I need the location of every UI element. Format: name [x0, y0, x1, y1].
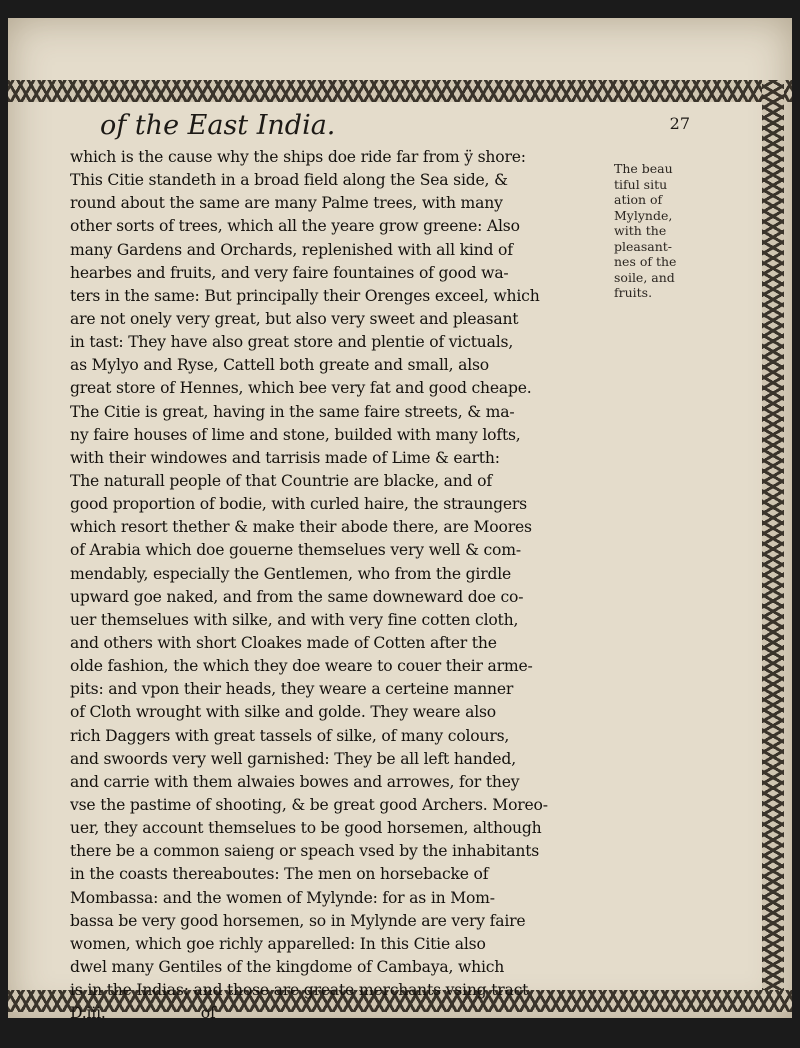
text-line: upward goe naked, and from the same downeward doe co-	[70, 587, 524, 606]
text-line: with their windowes and tarrisis made of Lime & earth:	[70, 448, 500, 467]
text-line: dwel many Gentiles of the kingdome of Cambaya, which	[70, 957, 505, 976]
margin-note-line: pleasant-	[614, 238, 673, 254]
text-line: mendably, especially the Gentlemen, who from the girdle	[70, 564, 512, 583]
text-line: good proportion of bodie, with curled haire, the straungers	[70, 495, 527, 514]
margin-note-line: ation of	[614, 192, 663, 207]
text-line: uer themselues with silke, and with very fine cotten cloth,	[70, 610, 519, 629]
text-line: in tast: They have also great store and plentie of victuals,	[70, 333, 514, 352]
text-line: D.iii. of	[70, 1004, 216, 1023]
text-line: is in the Indias: and those are greate merchants vsing tract	[70, 981, 529, 1000]
page-number: 27	[669, 114, 690, 133]
text-line: This Citie standeth in a broad field along the Sea side, &	[70, 171, 508, 190]
text-line: hearbes and fruits, and very faire fountaines of good wa-	[70, 263, 509, 282]
text-line: in the coasts thereaboutes: The men on horsebacke of	[70, 865, 489, 884]
text-line: round about the same are many Palme trees, with many	[70, 194, 503, 213]
text-line: of Cloth wrought with silke and golde. They weare also	[70, 703, 496, 722]
text-line: many Gardens and Orchards, replenished with all kind of	[70, 240, 513, 259]
text-line: bassa be very good horsemen, so in Mylynde are very faire	[70, 911, 526, 930]
ornamental-border-right	[762, 80, 784, 1012]
body-text	[70, 146, 604, 1025]
text-line: and others with short Cloakes made of Cotten after the	[70, 633, 497, 652]
ornamental-border-top	[8, 80, 792, 102]
text-line: are not onely very great, but also very sweet and pleasant	[70, 309, 519, 328]
text-line: which resort thether & make their abode there, are Moores	[70, 518, 532, 537]
margin-note-line: Mylynde,	[614, 207, 673, 223]
text-line: as Mylyo and Ryse, Cattell both greate and small, also	[70, 356, 489, 375]
text-line: pits: and vpon their heads, they weare a certeine manner	[70, 680, 514, 699]
margin-note	[614, 161, 676, 301]
margin-note-line: soile, and	[614, 269, 675, 285]
text-line: there be a common saieng or speach vsed by the inhabitants	[70, 842, 540, 861]
margin-note-line: The beau	[614, 161, 673, 176]
text-line: olde fashion, the which they doe weare to couer their arme-	[70, 657, 533, 676]
text-line: women, which goe richly apparelled: In this Citie also	[70, 934, 486, 953]
text-line: which is the cause why the ships doe ride far from ÿ shore:	[70, 148, 526, 166]
page-header	[70, 100, 690, 150]
text-line: Mombassa: and the women of Mylynde: for as in Mom-	[70, 888, 495, 907]
text-line: The naturall people of that Countrie are blacke, and of	[70, 471, 492, 490]
text-line: and swoords very well garnished: They be all left handed,	[70, 749, 516, 768]
margin-note-line: tiful situ	[614, 176, 668, 192]
margin-note-line: fruits.	[614, 285, 653, 300]
text-line: and carrie with them alwaies bowes and arrowes, for they	[70, 772, 520, 791]
text-line: ters in the same: But principally their Orenges exceel, which	[70, 286, 540, 305]
text-line: ny faire houses of lime and stone, builded with many lofts,	[70, 425, 521, 444]
text-line: uer, they account themselues to be good horsemen, although	[70, 819, 542, 838]
text-line: The Citie is great, having in the same faire streets, & ma-	[70, 402, 515, 421]
text-line: vse the pastime of shooting, & be great good Archers. Moreo-	[70, 795, 548, 814]
running-head: of the East India.	[100, 110, 336, 141]
margin-note-line: nes of the	[614, 254, 677, 269]
text-line: great store of Hennes, which bee very fat and good cheape.	[70, 379, 532, 398]
text-line: other sorts of trees, which all the yeare grow greene: Also	[70, 217, 520, 236]
text-line: rich Daggers with great tassels of silke, of many colours,	[70, 726, 510, 745]
margin-note-line: with the	[614, 223, 667, 238]
text-line: of Arabia which doe gouerne themselues very well & com-	[70, 541, 521, 560]
